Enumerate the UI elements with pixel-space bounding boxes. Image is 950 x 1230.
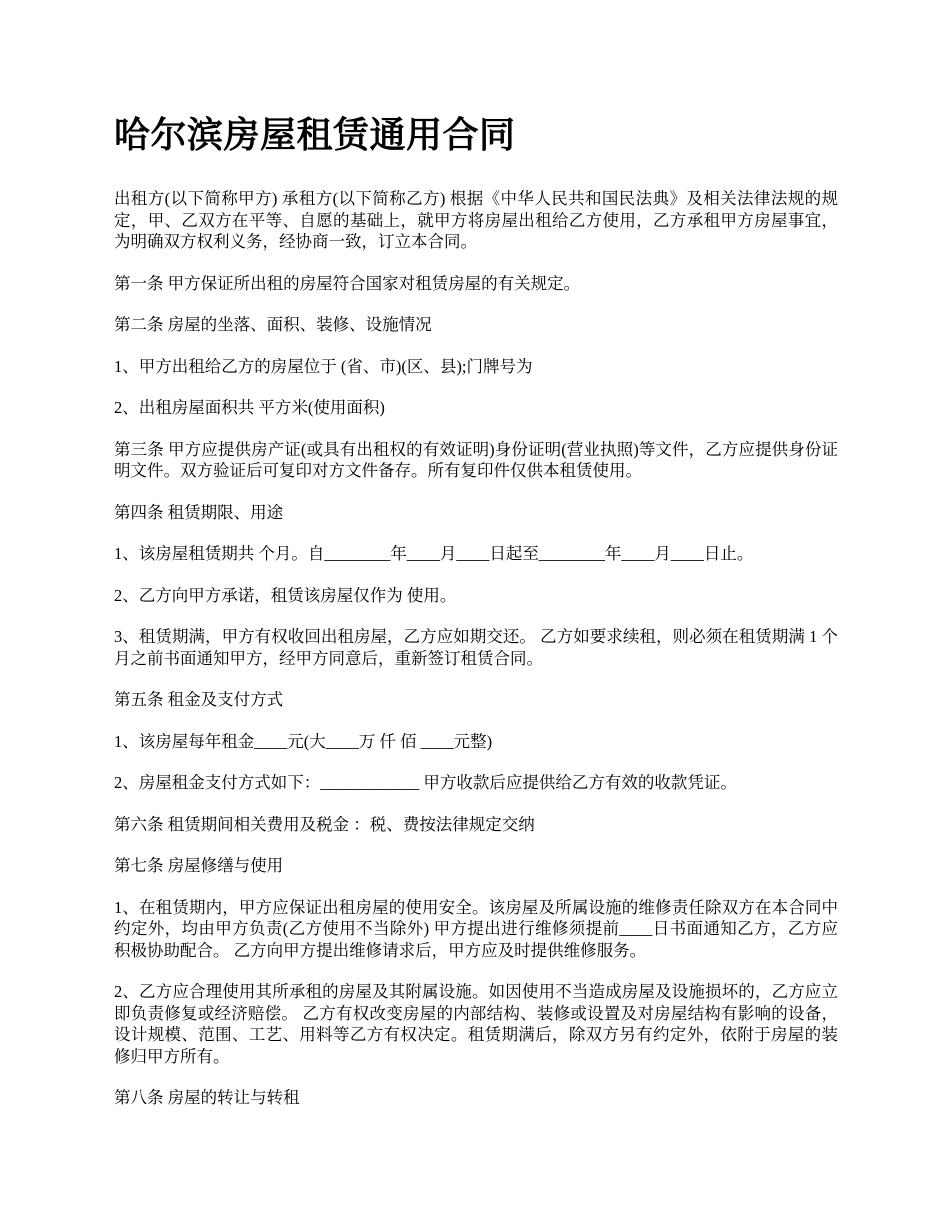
article-7-clause-2: 2、乙方应合理使用其所承租的房屋及其附属设施。如因使用不当造成房屋及设施损坏的，乙方应立即负责修复或经济赔偿。 乙方有权改变房屋的内部结构、装修或设置及对房屋结构有影响的设备，设计规模、范围、工艺、用料等乙方有权决定。租赁期满后，除双方另有约定外，依附于房屋的装修归甲方所有。 [114, 982, 838, 1066]
article-1: 第一条 甲方保证所出租的房屋符合国家对租赁房屋的有关规定。 [114, 273, 581, 293]
article-5-clause-1: 1、该房屋每年租金____元(大____万 仟 佰 ____元整) [114, 731, 493, 751]
article-8-heading: 第八条 房屋的转让与转租 [114, 1088, 300, 1107]
article-3: 第三条 甲方应提供房产证(或具有出租权的有效证明)身份证明(营业执照)等文件，乙方应提供身份证明文件。双方验证后可复印对方文件备存。所有复印件仅供本租赁使用。 [114, 439, 838, 480]
article-2-heading: 第二条 房屋的坐落、面积、装修、设施情况 [114, 315, 432, 334]
article-5-clause-2: 2、房屋租金支付方式如下：____________ 甲方收款后应提供给乙方有效的收款凭证。 [114, 773, 737, 792]
document-body [114, 108, 838, 1129]
article-4-clause-1: 1、该房屋租赁期共 个月。自________年____月____日起至________年____月____日止。 [114, 544, 754, 563]
article-2-clause-1: 1、甲方出租给乙方的房屋位于 (省、市)(区、县);门牌号为 [114, 356, 533, 376]
article-7-clause-1: 1、在租赁期内，甲方应保证出租房屋的使用安全。该房屋及所属设施的维修责任除双方在本合同中约定外，均由甲方负责(乙方使用不当除外) 甲方提出进行维修须提前____日书面通知乙方，乙方应积极协助配合。 乙方向甲方提出维修请求后，甲方应及时提供维修服务。 [114, 897, 838, 960]
article-6: 第六条 租赁期间相关费用及税金 ：税、费按法律规定交纳 [114, 814, 535, 834]
article-4-clause-3: 3、租赁期满，甲方有权收回出租房屋，乙方应如期交还。 乙方如要求续租，则必须在租赁期满 1 个月之前书面通知甲方，经甲方同意后，重新签订租赁合同。 [114, 627, 838, 668]
article-2-clause-2: 2、出租房屋面积共 平方米(使用面积) [114, 398, 385, 417]
article-4-clause-2: 2、乙方向甲方承诺，租赁该房屋仅作为 使用。 [114, 585, 457, 605]
article-7-heading: 第七条 房屋修缮与使用 [114, 856, 284, 875]
preamble-paragraph: 出租方(以下简称甲方) 承租方(以下简称乙方) 根据《中华人民共和国民法典》及相关法律法规的规定，甲、乙双方在平等、自愿的基础上，就甲方将房屋出租给乙方使用，乙方承租甲方房屋事宜，为明确双方权利义务，经协商一致，订立本合同。 [114, 189, 838, 251]
article-4-heading: 第四条 租赁期限、用途 [114, 502, 284, 522]
article-5-heading: 第五条 租金及支付方式 [114, 690, 284, 709]
document-title: 哈尔滨房屋租赁通用合同 [114, 115, 516, 155]
